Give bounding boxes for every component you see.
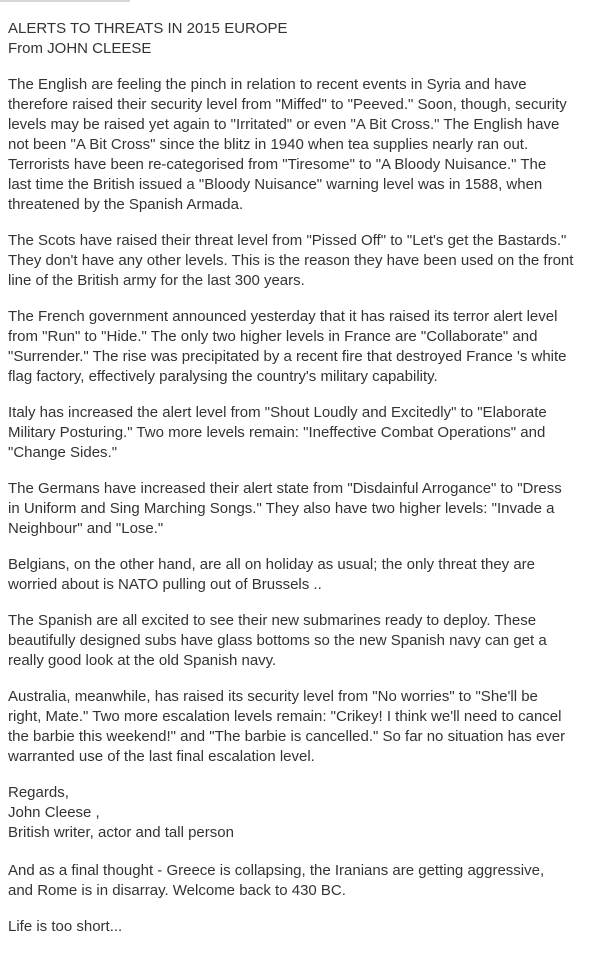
paragraph-line: therefore raised their security level from "Miffed" to "Peeved." Soon, though, security (8, 96, 567, 113)
paragraph-line: worried about is NATO pulling out of Brussels .. (8, 576, 322, 593)
document-title: ALERTS TO THREATS IN 2015 EUROPE (8, 20, 288, 37)
signoff-line: Regards, (8, 784, 69, 801)
final-thought-line: and Rome is in disarray. Welcome back to 430 BC. (8, 882, 346, 899)
paragraph-line: flag factory, effectively paralysing the country's military capability. (8, 368, 438, 385)
body-paragraph (8, 479, 596, 539)
paragraph-line: Terrorists have been re-categorised from "Tiresome" to "A Bloody Nuisance." The (8, 156, 547, 173)
body-paragraph (8, 403, 596, 463)
paragraph-line: The Spanish are all excited to see their new submarines ready to deploy. These (8, 612, 537, 629)
paragraph-list (8, 75, 596, 767)
paragraph-line: Neighbour" and "Lose." (8, 520, 164, 537)
top-divider (0, 0, 130, 2)
body-paragraph (8, 687, 596, 767)
signoff-line: British writer, actor and tall person (8, 824, 234, 841)
paragraph-line: Military Posturing." Two more levels remain: "Ineffective Combat Operations" and (8, 424, 546, 441)
signoff-block (8, 783, 596, 843)
paragraph-line: line of the British army for the last 300 years. (8, 272, 305, 289)
paragraph-line: the barbie this weekend!" and "The barbie is cancelled." So far no situation has ever (8, 728, 566, 745)
body-paragraph (8, 555, 596, 595)
paragraph-line: The Germans have increased their alert state from "Disdainful Arrogance" to "Dress (8, 480, 562, 497)
paragraph-line: The English are feeling the pinch in relation to recent events in Syria and have (8, 76, 527, 93)
paragraph-line: levels may be raised yet again to "Irritated" or even "A Bit Cross." The English have (8, 116, 560, 133)
paragraph-line: right, Mate." Two more escalation levels remain: "Crikey! I think we'll need to cancel (8, 708, 562, 725)
paragraph-line: from "Run" to "Hide." The only two higher levels in France are "Collaborate" and (8, 328, 538, 345)
paragraph-line: threatened by the Spanish Armada. (8, 196, 244, 213)
paragraph-line: "Change Sides." (8, 444, 118, 461)
final-thought-paragraph (8, 861, 596, 901)
paragraph-line: The Scots have raised their threat level from "Pissed Off" to "Let's get the Bastards." (8, 232, 567, 249)
paragraph-line: beautifully designed subs have glass bottoms so the new Spanish navy can get a (8, 632, 547, 649)
paragraph-line: "Surrender." The rise was precipitated by a recent fire that destroyed France 's white (8, 348, 567, 365)
paragraph-line: They don't have any other levels. This is the reason they have been used on the front (8, 252, 574, 269)
signoff-line: John Cleese , (8, 804, 100, 821)
paragraph-line: Italy has increased the alert level from "Shout Loudly and Excitedly" to "Elaborate (8, 404, 547, 421)
document-body (8, 19, 596, 953)
paragraph-line: really good look at the old Spanish navy. (8, 652, 277, 669)
paragraph-line: in Uniform and Sing Marching Songs." They also have two higher levels: "Invade a (8, 500, 555, 517)
paragraph-line: Belgians, on the other hand, are all on holiday as usual; the only threat they are (8, 556, 536, 573)
paragraph-line: last time the British issued a "Bloody Nuisance" warning level was in 1588, when (8, 176, 543, 193)
heading-block (8, 19, 596, 59)
document-byline: From JOHN CLEESE (8, 40, 152, 57)
paragraph-line: The French government announced yesterday that it has raised its terror alert level (8, 308, 558, 325)
body-paragraph (8, 75, 596, 215)
body-paragraph (8, 611, 596, 671)
paragraph-line: warranted use of the last final escalation level. (8, 748, 315, 765)
body-paragraph (8, 307, 596, 387)
paragraph-line: not been "A Bit Cross" since the blitz in 1940 when tea supplies nearly ran out. (8, 136, 529, 153)
closing-line (8, 917, 596, 937)
body-paragraph (8, 231, 596, 291)
paragraph-line: Australia, meanwhile, has raised its security level from "No worries" to "She'll be (8, 688, 538, 705)
closing-text: Life is too short... (8, 918, 123, 935)
final-thought-line: And as a final thought - Greece is collapsing, the Iranians are getting aggressive, (8, 862, 545, 879)
